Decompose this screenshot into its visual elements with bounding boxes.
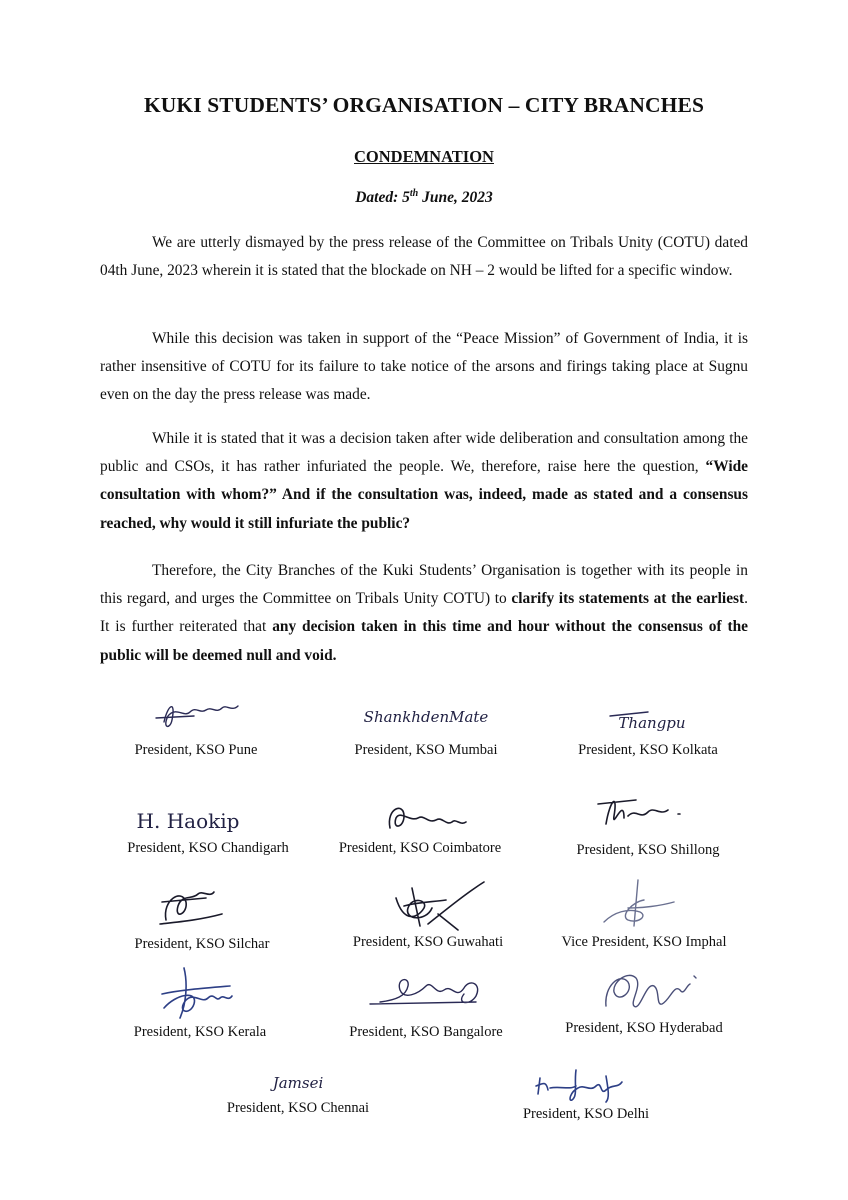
signature-pune-image (76, 692, 316, 738)
paragraph-4-text-a: Therefore, the City Branches of the Kuki Students’ Organisation is together with its people in this regard, and urges the Committee on Tribals Unity COTU) to (100, 562, 748, 608)
signature-block-mumbai (306, 692, 546, 758)
paragraph-4-bold-2: any decision taken in this time and hour without the consensus of the public will be deemed null and void. (100, 618, 748, 664)
signature-block-silchar (82, 880, 322, 952)
signature-silchar-image (82, 880, 322, 932)
signature-block-guwahati (308, 878, 548, 950)
signature-caption: President, KSO Kolkata (578, 742, 718, 758)
signature-delhi-image (466, 1064, 706, 1104)
signature-chennai-text: Jamsei (272, 1074, 324, 1092)
signature-imphal-image (524, 872, 764, 934)
paragraph-4-bold-1: clarify its statements at the earliest (511, 590, 745, 608)
date-suffix: June, 2023 (418, 189, 493, 207)
signature-caption: President, KSO Coimbatore (338, 840, 502, 856)
signature-hyderabad-image (524, 962, 764, 1018)
signature-kolkata-image (528, 692, 768, 738)
signature-block-coimbatore (300, 798, 540, 856)
signature-caption: President, KSO Bangalore (349, 1024, 503, 1040)
signature-mumbai-image (306, 692, 546, 738)
signature-coimbatore-image (300, 798, 540, 836)
document-date (0, 188, 848, 207)
paragraph-2: While this decision was taken in support of the “Peace Mission” of Government of India, it is rather insensitive of COTU for its failure to take notice of the arsons and firings taking place at Sugnu even on the day the press release was made. (100, 330, 748, 404)
signature-kolkata-text: Thangpu (618, 714, 686, 732)
signature-block-kolkata (528, 692, 768, 758)
signature-block-kerala (80, 964, 320, 1040)
paragraph-3-text: While it is stated that it was a decision taken after wide deliberation and consultation among the public and CSOs, it has rather infuriated the people. We, therefore, raise here the question, (100, 430, 748, 476)
signature-caption: President, KSO Pune (134, 742, 258, 758)
signature-caption: President, KSO Chandigarh (127, 840, 289, 856)
signature-block-chandigarh (88, 798, 328, 856)
signature-block-hyderabad (524, 962, 764, 1036)
signature-caption: President, KSO Hyderabad (565, 1020, 723, 1036)
paragraph-3-bold: “Wide consultation with whom?” And if the consultation was, indeed, made as stated and a consensus reached, why would it still infuriate the public? (100, 458, 748, 532)
signature-block-imphal (524, 872, 764, 950)
signature-block-delhi (466, 1064, 706, 1122)
organisation-title: KUKI STUDENTS’ ORGANISATION – CITY BRANCHES (143, 93, 704, 117)
date-prefix: Dated: 5 (355, 189, 410, 207)
signature-block-chennai (178, 1068, 418, 1116)
signature-block-pune (76, 692, 316, 758)
signature-caption: Vice President, KSO Imphal (561, 934, 727, 950)
signature-caption: President, KSO Silchar (134, 936, 270, 952)
document-heading: CONDEMNATION (354, 147, 494, 166)
signature-caption: President, KSO Chennai (226, 1100, 370, 1116)
signature-caption: President, KSO Delhi (522, 1106, 650, 1122)
signature-chandigarh-image (88, 798, 328, 836)
signature-chandigarh-text: H. Haokip (136, 809, 240, 833)
paragraph-1: We are utterly dismayed by the press release of the Committee on Tribals Unity (COTU) dated 04th June, 2023 wherein it is stated that the blockade on NH – 2 would be lifted for a specific window. (100, 234, 748, 280)
signature-bangalore-image (306, 966, 546, 1018)
signature-caption: President, KSO Shillong (576, 842, 720, 858)
paragraph-4-text-b: . It is further reiterated that (100, 590, 748, 636)
paragraph-3 (100, 425, 748, 538)
date-superscript: th (409, 188, 419, 199)
signature-chennai-image (178, 1068, 418, 1098)
signature-mumbai-text: ShankhdenMate (363, 708, 489, 726)
signature-caption: President, KSO Guwahati (352, 934, 504, 950)
signature-caption: President, KSO Mumbai (354, 742, 498, 758)
signature-guwahati-image (308, 878, 548, 934)
signature-block-shillong (528, 786, 768, 858)
signature-block-bangalore (306, 966, 546, 1040)
signature-caption: President, KSO Kerala (133, 1024, 267, 1040)
paragraph-4 (100, 557, 748, 670)
signature-kerala-image (80, 964, 320, 1022)
signature-shillong-image (528, 786, 768, 838)
